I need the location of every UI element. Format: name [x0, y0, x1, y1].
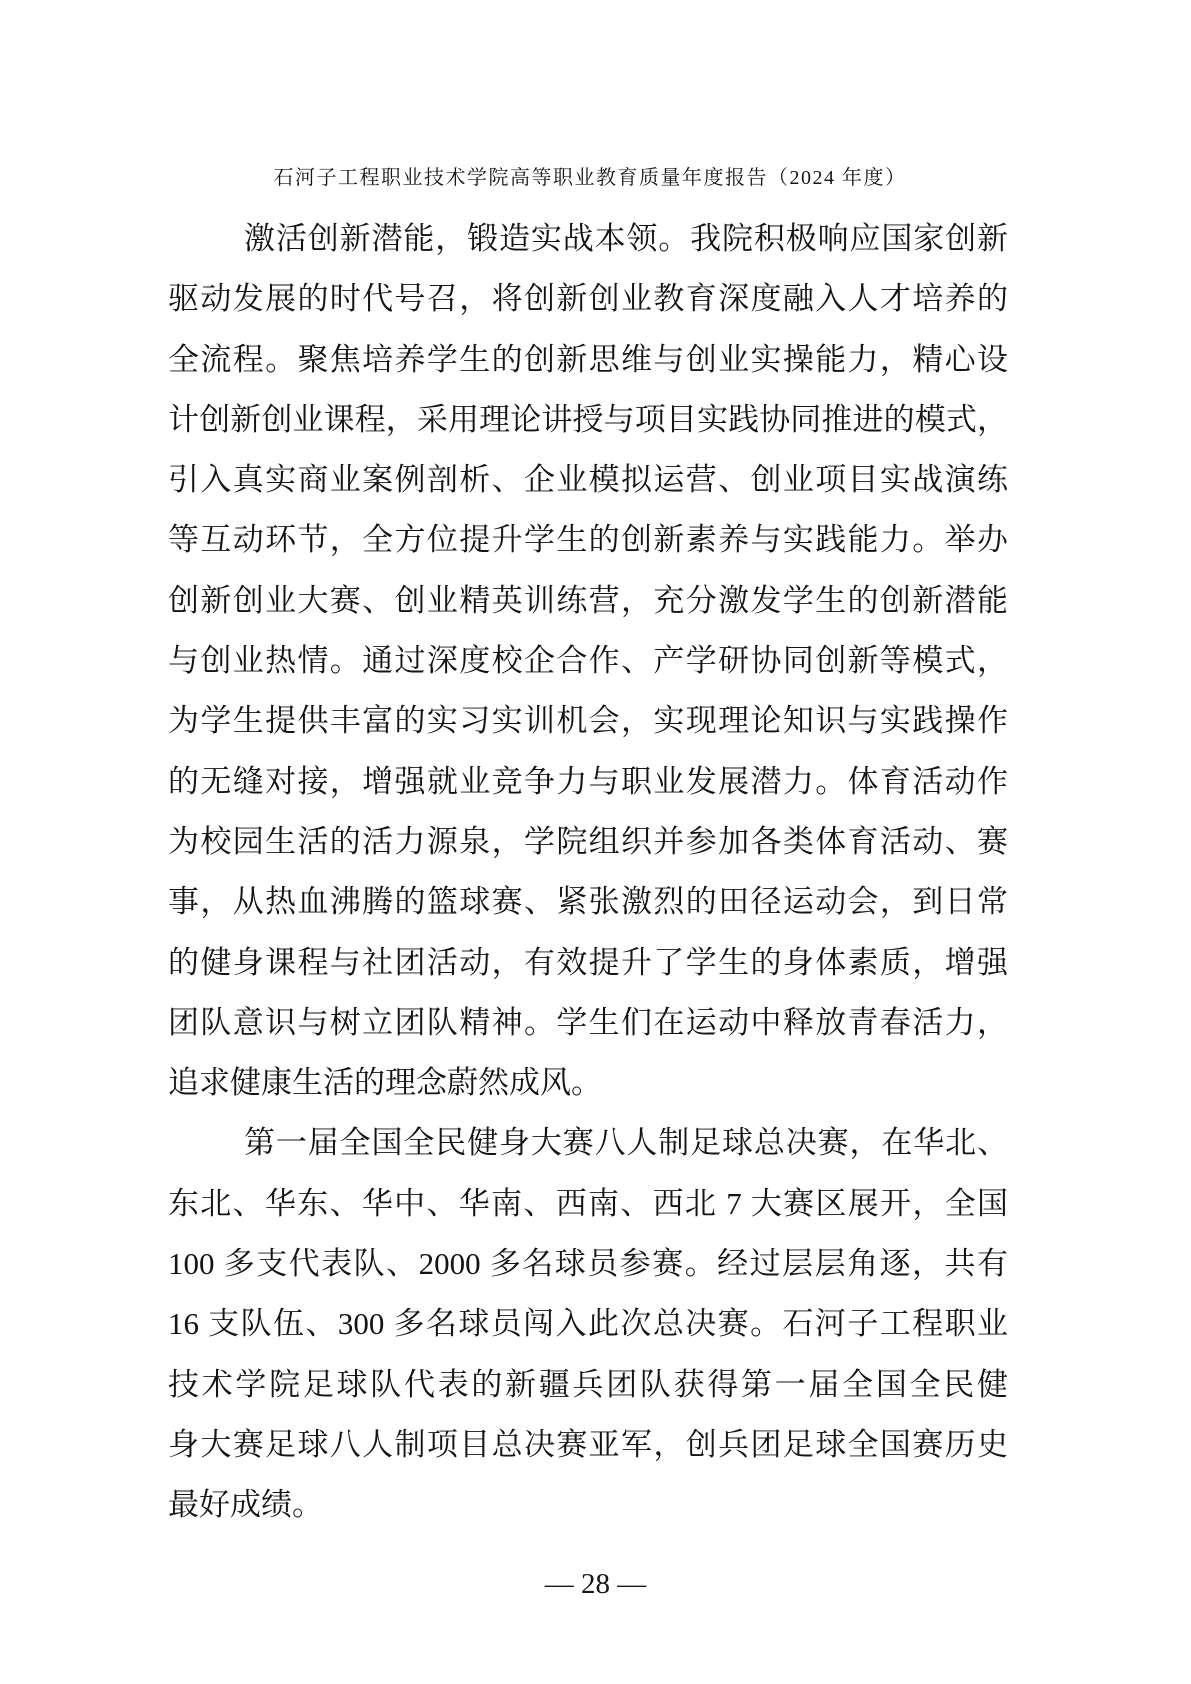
body-line: 的健身课程与社团活动，有效提升了学生的身体素质，增强 — [168, 944, 1008, 980]
body-line: 技术学院足球队代表的新疆兵团队获得第一届全国全民健 — [168, 1366, 1008, 1402]
body-line: 创新创业大赛、创业精英训练营，充分激发学生的创新潜能 — [168, 582, 1008, 618]
body-line: 引入真实商业案例剖析、企业模拟运营、创业项目实战演练 — [168, 462, 1008, 498]
body-line: 全流程。聚焦培养学生的创新思维与创业实操能力，精心设 — [168, 341, 1008, 377]
body-line: 身大赛足球八人制项目总决赛亚军，创兵团足球全国赛历史 — [168, 1426, 1008, 1462]
body-line: 的无缝对接，增强就业竞争力与职业发展潜力。体育活动作 — [168, 763, 1008, 799]
paragraph-1 — [168, 209, 1008, 1113]
body-line: 团队意识与树立团队精神。学生们在运动中释放青春活力， — [168, 1004, 1008, 1040]
document-body — [168, 209, 1008, 1536]
body-line: 为学生提供丰富的实习实训机会，实现理论知识与实践操作 — [168, 703, 1008, 739]
body-line: 等互动环节，全方位提升学生的创新素养与实践能力。举办 — [168, 522, 1008, 558]
body-line: 事，从热血沸腾的篮球赛、紧张激烈的田径运动会，到日常 — [168, 884, 1008, 920]
body-line: 东北、华东、华中、华南、西南、西北 7 大赛区展开，全国 — [168, 1185, 1008, 1221]
body-line: 第一届全国全民健身大赛八人制足球总决赛，在华北、 — [244, 1125, 1008, 1161]
running-header: 石河子工程职业技术学院高等职业教育质量年度报告（2024 年度） — [273, 167, 907, 189]
paragraph-2 — [168, 1113, 1008, 1535]
body-line: 激活创新潜能，锻造实战本领。我院积极响应国家创新 — [244, 221, 1008, 256]
page-number: — 28 — — [544, 1568, 647, 1600]
body-line: 与创业热情。通过深度校企合作、产学研协同创新等模式， — [168, 643, 1008, 679]
body-line: 100 多支代表队、2000 多名球员参赛。经过层层角逐，共有 — [168, 1246, 1008, 1282]
body-line: 驱动发展的时代号召，将创新创业教育深度融入人才培养的 — [168, 281, 1008, 317]
body-line: 最好成绩。 — [168, 1487, 323, 1523]
body-line: 为校园生活的活力源泉，学院组织并参加各类体育活动、赛 — [168, 823, 1008, 859]
body-line: 计创新创业课程，采用理论讲授与项目实践协同推进的模式， — [168, 401, 1008, 437]
body-line: 追求健康生活的理念蔚然成风。 — [168, 1065, 602, 1101]
body-line: 16 支队伍、300 多名球员闯入此次总决赛。石河子工程职业 — [168, 1306, 1008, 1342]
